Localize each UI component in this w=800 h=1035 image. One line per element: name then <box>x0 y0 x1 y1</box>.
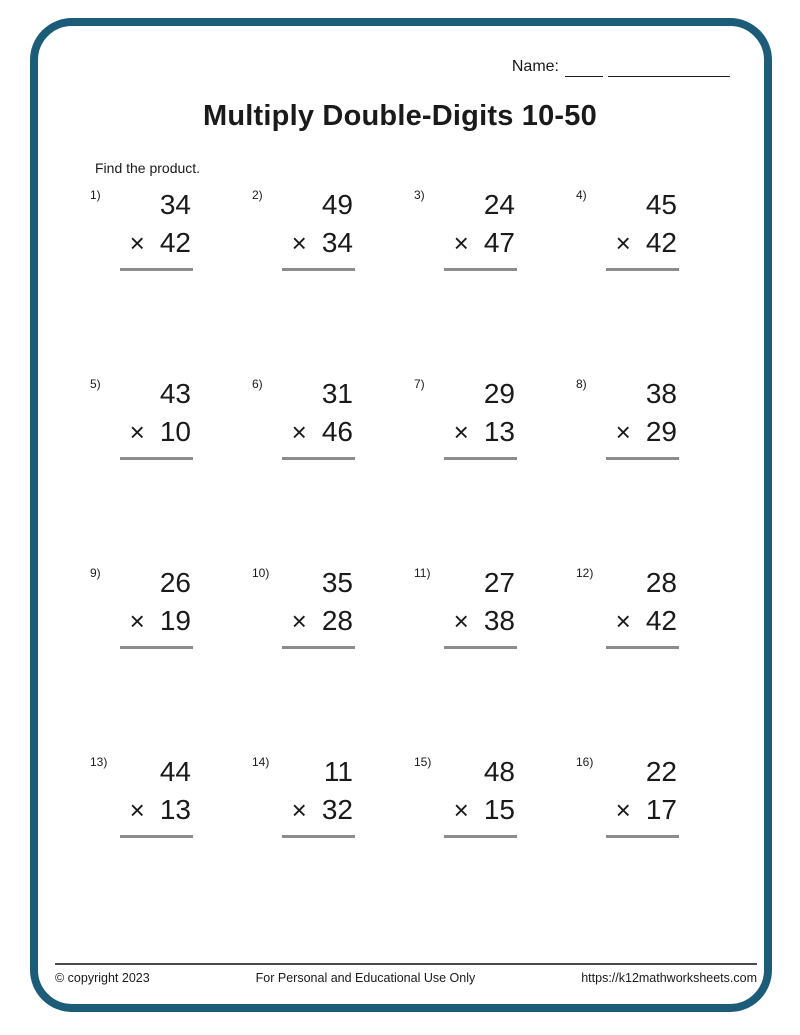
name-label: Name: <box>511 58 559 75</box>
problem-15 <box>414 753 576 845</box>
problem-number: 11) <box>414 566 431 580</box>
problem-work <box>606 186 679 271</box>
problem-work <box>120 753 193 838</box>
bottom-operand-row <box>292 224 353 262</box>
problem-14 <box>252 753 414 845</box>
bottom-operand: 34 <box>321 227 353 258</box>
top-operand: 26 <box>159 567 191 598</box>
top-operand: 27 <box>483 567 515 598</box>
top-operand: 28 <box>645 567 677 598</box>
name-row <box>512 58 730 77</box>
bottom-operand: 46 <box>321 416 353 447</box>
problem-number: 14) <box>252 755 270 769</box>
top-operand: 29 <box>483 378 515 409</box>
bottom-operand: 19 <box>159 605 191 636</box>
multiply-icon: × <box>129 417 145 447</box>
bottom-operand-row <box>454 413 515 451</box>
bottom-operand: 29 <box>645 416 677 447</box>
name-blank-line <box>565 59 603 77</box>
bottom-operand: 47 <box>483 227 515 258</box>
problem-number: 3) <box>414 188 425 202</box>
top-operand: 24 <box>483 189 515 220</box>
problem-work <box>606 564 679 649</box>
bottom-operand-row <box>130 602 191 640</box>
top-operand: 44 <box>159 756 191 787</box>
bottom-operand-row <box>616 791 677 829</box>
problem-work <box>444 186 517 271</box>
problem-number: 7) <box>414 377 425 391</box>
bottom-operand: 38 <box>483 605 515 636</box>
multiply-icon: × <box>129 228 145 258</box>
problem-number: 4) <box>576 188 587 202</box>
multiply-icon: × <box>129 795 145 825</box>
problem-16 <box>576 753 738 845</box>
bottom-operand: 42 <box>645 605 677 636</box>
problem-work <box>120 375 193 460</box>
bottom-operand-row <box>130 224 191 262</box>
problem-13 <box>90 753 252 845</box>
top-operand: 38 <box>645 378 677 409</box>
page-title: Multiply Double-Digits 10-50 <box>203 100 597 132</box>
bottom-operand: 42 <box>159 227 191 258</box>
problem-number: 5) <box>90 377 101 391</box>
problem-number: 2) <box>252 188 263 202</box>
bottom-operand-row <box>454 602 515 640</box>
top-operand: 45 <box>645 189 677 220</box>
problem-9 <box>90 564 252 656</box>
bottom-operand-row <box>130 791 191 829</box>
bottom-operand-row <box>292 791 353 829</box>
multiply-icon: × <box>291 417 307 447</box>
bottom-operand-row <box>616 224 677 262</box>
multiply-icon: × <box>453 606 469 636</box>
problem-6 <box>252 375 414 467</box>
bottom-operand: 15 <box>483 794 515 825</box>
bottom-operand-row <box>292 413 353 451</box>
bottom-operand-row <box>454 224 515 262</box>
problem-3 <box>414 186 576 278</box>
problem-2 <box>252 186 414 278</box>
top-operand: 22 <box>645 756 677 787</box>
problem-number: 1) <box>90 188 101 202</box>
problem-11 <box>414 564 576 656</box>
bottom-operand: 17 <box>645 794 677 825</box>
problem-1 <box>90 186 252 278</box>
problem-work <box>444 375 517 460</box>
problem-work <box>120 186 193 271</box>
bottom-operand-row <box>616 602 677 640</box>
bottom-operand: 28 <box>321 605 353 636</box>
problem-number: 10) <box>252 566 270 580</box>
footer <box>55 963 757 985</box>
top-operand: 34 <box>159 189 191 220</box>
problem-work <box>282 753 355 838</box>
problem-work <box>606 753 679 838</box>
usage-text: For Personal and Educational Use Only <box>255 971 476 985</box>
top-operand: 31 <box>321 378 353 409</box>
bottom-operand: 10 <box>159 416 191 447</box>
problem-work <box>282 186 355 271</box>
problem-12 <box>576 564 738 656</box>
copyright-text: © copyright 2023 <box>55 971 150 985</box>
problem-8 <box>576 375 738 467</box>
multiply-icon: × <box>615 228 631 258</box>
top-operand: 49 <box>321 189 353 220</box>
bottom-operand: 13 <box>483 416 515 447</box>
problem-work <box>606 375 679 460</box>
top-operand: 35 <box>321 567 353 598</box>
multiply-icon: × <box>129 606 145 636</box>
problem-work <box>282 375 355 460</box>
problem-number: 9) <box>90 566 101 580</box>
multiply-icon: × <box>453 795 469 825</box>
problem-work <box>120 564 193 649</box>
multiply-icon: × <box>291 228 307 258</box>
top-operand: 48 <box>483 756 515 787</box>
problem-work <box>444 753 517 838</box>
top-operand: 43 <box>159 378 191 409</box>
multiply-icon: × <box>453 228 469 258</box>
problem-7 <box>414 375 576 467</box>
problem-number: 6) <box>252 377 263 391</box>
instruction-text: Find the product. <box>95 160 201 176</box>
bottom-operand: 42 <box>645 227 677 258</box>
problem-number: 12) <box>576 566 594 580</box>
title-wrap <box>0 100 800 133</box>
bottom-operand-row <box>454 791 515 829</box>
problem-4 <box>576 186 738 278</box>
top-operand: 11 <box>323 756 353 787</box>
problem-5 <box>90 375 252 467</box>
problem-10 <box>252 564 414 656</box>
bottom-operand-row <box>130 413 191 451</box>
bottom-operand-row <box>616 413 677 451</box>
multiply-icon: × <box>291 795 307 825</box>
bottom-operand: 32 <box>321 794 353 825</box>
name-blank-line <box>608 59 730 77</box>
problem-number: 16) <box>576 755 594 769</box>
multiply-icon: × <box>615 417 631 447</box>
website-url: https://k12mathworksheets.com <box>581 971 757 985</box>
multiply-icon: × <box>453 417 469 447</box>
multiply-icon: × <box>615 795 631 825</box>
multiply-icon: × <box>615 606 631 636</box>
problems-grid <box>90 186 738 845</box>
problem-number: 8) <box>576 377 587 391</box>
bottom-operand-row <box>292 602 353 640</box>
problem-number: 13) <box>90 755 108 769</box>
bottom-operand: 13 <box>159 794 191 825</box>
problem-work <box>444 564 517 649</box>
multiply-icon: × <box>291 606 307 636</box>
problem-number: 15) <box>414 755 432 769</box>
problem-work <box>282 564 355 649</box>
